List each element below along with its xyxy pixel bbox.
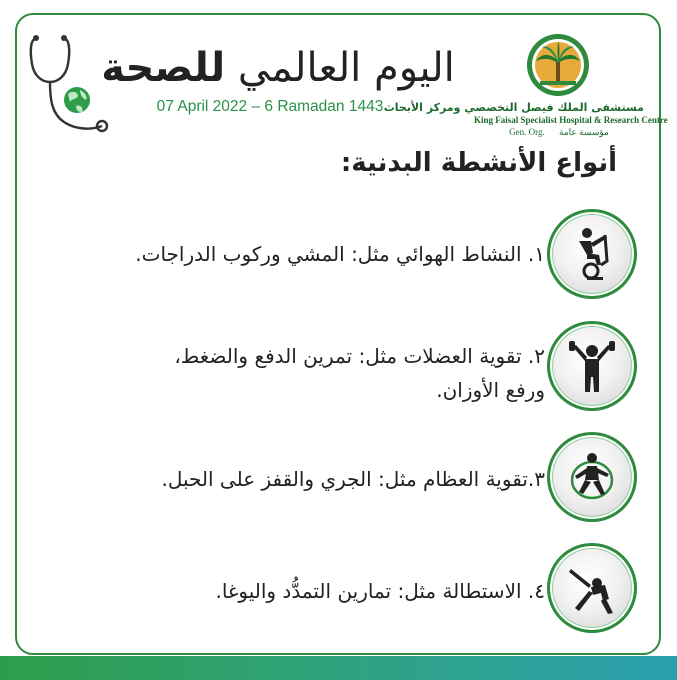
jump-rope-icon — [565, 450, 619, 504]
activity-2-text-line2: ورفع الأوزان. — [436, 378, 545, 402]
palm-emblem-icon — [526, 33, 590, 97]
activity-1-text: ١. النشاط الهوائي مثل: المشي وركوب الدراجات. — [135, 242, 545, 266]
stretching-icon-circle — [547, 543, 637, 633]
logo-org-ar: مؤسسة عامة — [558, 127, 609, 137]
cycling-icon — [565, 227, 619, 281]
event-date: 07 April 2022 – 6 Ramadan 1443 — [156, 98, 384, 115]
activity-3-text: ٣.تقوية العظام مثل: الجري والقفز على الحبل. — [161, 467, 545, 491]
title-light: اليوم العالمي — [237, 45, 455, 91]
logo-arabic-name: مستشفى الملك فيصل التخصصي ومركز الأبحاث — [383, 101, 644, 114]
activity-2-text-line1: ٢. تقوية العضلات مثل: تمرين الدفع والضغط، — [174, 344, 545, 368]
logo-org-row — [474, 127, 644, 138]
bottom-gradient-bar — [0, 656, 677, 680]
cycling-icon-circle — [547, 209, 637, 299]
section-heading: أنواع الأنشطة البدنية: — [340, 148, 617, 178]
logo-english-name: King Faisal Specialist Hospital & Research Centre — [474, 115, 668, 125]
activity-4-text: ٤. الاستطالة مثل: تمارين التمدُّد واليوغا. — [215, 579, 545, 603]
page-title — [88, 40, 468, 100]
logo-org-en: Gen. Org. — [509, 127, 545, 137]
title-bold: للصحة — [101, 45, 226, 91]
stretching-icon — [565, 561, 619, 615]
hospital-logo — [383, 33, 668, 143]
jump-rope-icon-circle — [547, 432, 637, 522]
weights-icon — [565, 339, 619, 393]
weights-icon-circle — [547, 321, 637, 411]
